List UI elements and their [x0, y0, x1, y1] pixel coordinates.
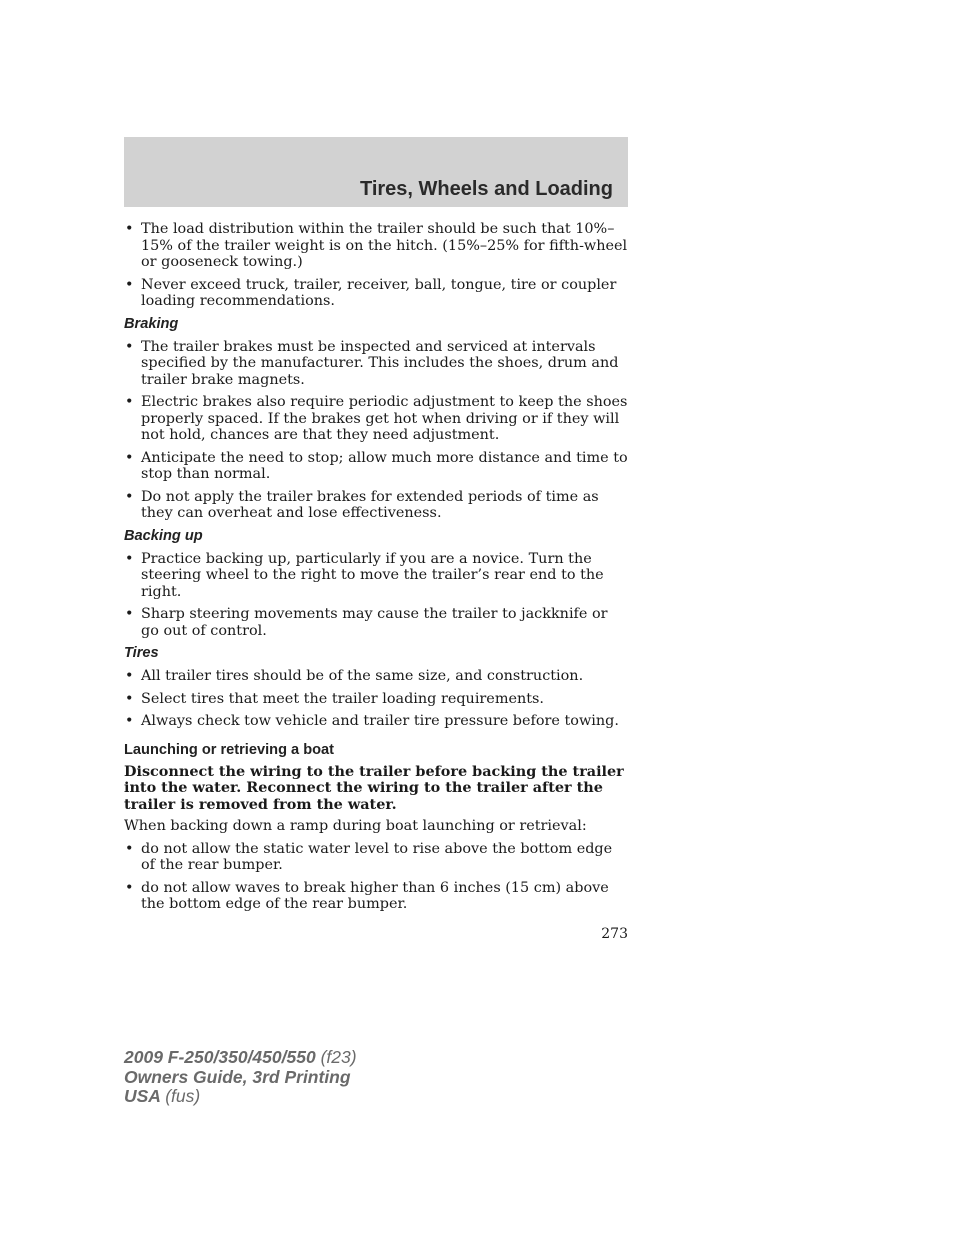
bullet-item: • The trailer brakes must be inspected and serviced at intervals specified by the manufacturer. This includes the shoes, drum and trailer brake magnets. [124, 339, 628, 389]
bullet-item: • Sharp steering movements may cause the trailer to jackknife or go out of control. [124, 606, 628, 639]
footer-model-code: (f23) [320, 1047, 357, 1067]
footer-model-text: 2009 F-250/350/450/550 [124, 1047, 316, 1067]
tires-bullet-list [124, 668, 628, 730]
boat-intro-text: When backing down a ramp during boat launching or retrieval: [124, 818, 587, 834]
footer-line-model [124, 1048, 357, 1068]
bullet-item: • Electric brakes also require periodic adjustment to keep the shoes properly spaced. If the brakes get hot when driving or if they will not hold, chances are that they need adjustment. [124, 394, 628, 444]
page-content [124, 221, 628, 919]
backing-up-heading: Backing up [124, 527, 203, 544]
bullet-item: • Never exceed truck, trailer, receiver, ball, tongue, tire or coupler loading recommendations. [124, 277, 628, 310]
document-footer [124, 1048, 357, 1107]
tires-heading: Tires [124, 645, 159, 661]
footer-line-guide: Owners Guide, 3rd Printing [124, 1066, 351, 1087]
section-title: Tires, Wheels and Loading [359, 178, 613, 200]
bullet-item: • Always check tow vehicle and trailer tire pressure before towing. [124, 713, 628, 730]
bullet-item: • Do not apply the trailer brakes for extended periods of time as they can overheat and lose effectiveness. [124, 489, 628, 522]
section-header-band [124, 137, 628, 207]
braking-bullet-list [124, 339, 628, 522]
footer-region-text: USA [124, 1086, 161, 1106]
intro-bullet-list [124, 221, 628, 310]
bullet-item: • Anticipate the need to stop; allow much more distance and time to stop than normal. [124, 450, 628, 483]
boat-section-heading: Launching or retrieving a boat [124, 741, 335, 758]
boat-warning-text: Disconnect the wiring to the trailer before backing the trailer into the water. Reconnect the wiring to the trailer after the trailer is removed from the water. [124, 762, 624, 813]
braking-heading: Braking [124, 315, 179, 332]
backing-up-bullet-list [124, 551, 628, 640]
bullet-item: • do not allow the static water level to rise above the bottom edge of the rear bumper. [124, 841, 628, 874]
bullet-item: • The load distribution within the trailer should be such that 10%–15% of the trailer weight is on the hitch. (15%–25% for fifth-wheel or gooseneck towing.) [124, 221, 628, 271]
footer-region-code: (fus) [165, 1086, 201, 1106]
bullet-item: • do not allow waves to break higher than 6 inches (15 cm) above the bottom edge of the rear bumper. [124, 880, 628, 913]
bullet-item: • Select tires that meet the trailer loading requirements. [124, 691, 628, 708]
page-number: 273 [601, 926, 628, 942]
bullet-item: • Practice backing up, particularly if you are a novice. Turn the steering wheel to the right to move the trailer’s rear end to the right. [124, 551, 628, 601]
bullet-item: • All trailer tires should be of the same size, and construction. [124, 668, 628, 685]
boat-bullet-list [124, 841, 628, 913]
footer-line-region [124, 1087, 357, 1107]
